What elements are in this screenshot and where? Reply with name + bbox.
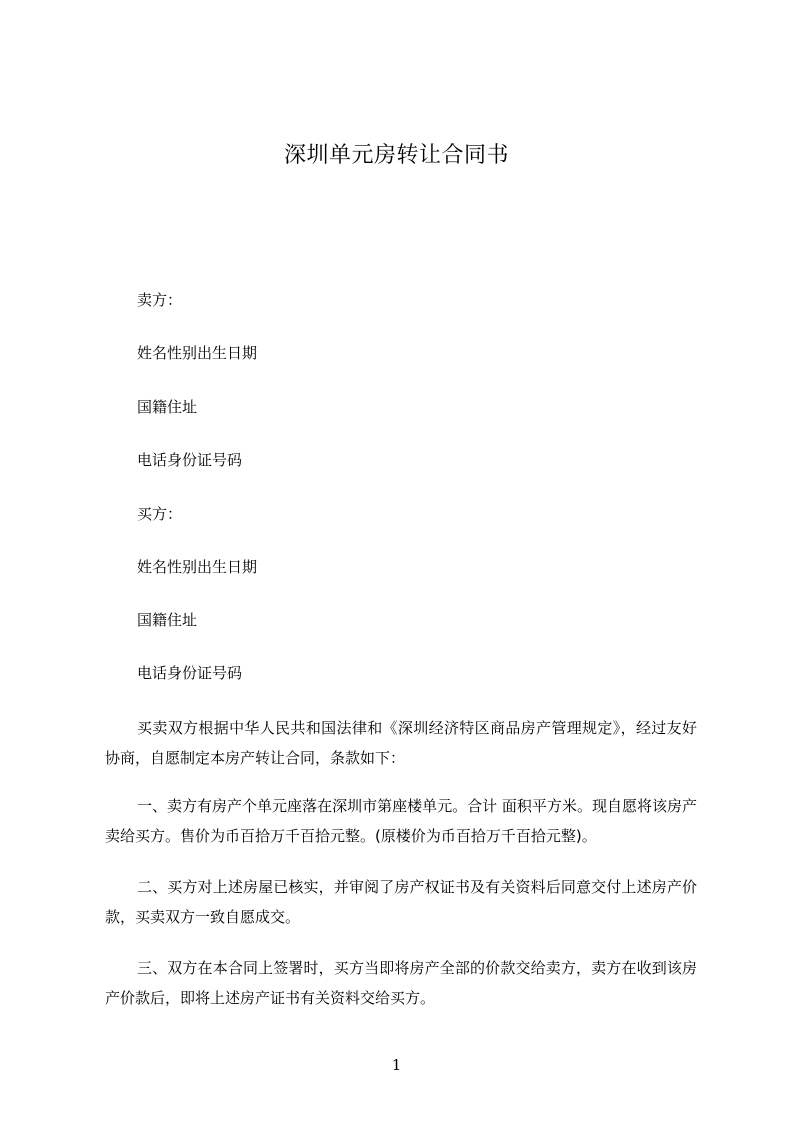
buyer-name-line: 姓名性别出生日期 — [137, 558, 258, 576]
seller-address-line: 国籍住址 — [137, 398, 198, 416]
clause-2: 二、买方对上述房屋已核实，并审阅了房产权证书及有关资料后同意交付上述房产价款，买卖双方一致自愿成交。 — [105, 878, 697, 926]
buyer-label: 买方： — [137, 505, 183, 523]
clause-1: 一、卖方有房产个单元座落在深圳市第座楼单元。合计 面积平方米。现自愿将该房产卖给买方。售价为币百拾万千百拾元整。(原楼价为币百拾万千百拾元整)。 — [105, 797, 697, 845]
intro-paragraph: 买卖双方根据中华人民共和国法律和《深圳经济特区商品房产管理规定》，经过友好协商，自愿制定本房产转让合同，条款如下： — [105, 719, 697, 767]
seller-phone-line: 电话身份证号码 — [137, 451, 243, 469]
clause-3: 三、双方在本合同上签署时，买方当即将房产全部的价款交给卖方，卖方在收到该房产价款后，即将上述房产证书有关资料交给买方。 — [105, 959, 697, 1007]
seller-label: 卖方： — [137, 291, 183, 309]
document-title: 深圳单元房转让合同书 — [283, 143, 509, 168]
buyer-address-line: 国籍住址 — [137, 611, 198, 629]
buyer-phone-line: 电话身份证号码 — [137, 664, 243, 682]
seller-name-line: 姓名性别出生日期 — [137, 344, 258, 362]
page-number: 1 — [391, 1056, 402, 1074]
